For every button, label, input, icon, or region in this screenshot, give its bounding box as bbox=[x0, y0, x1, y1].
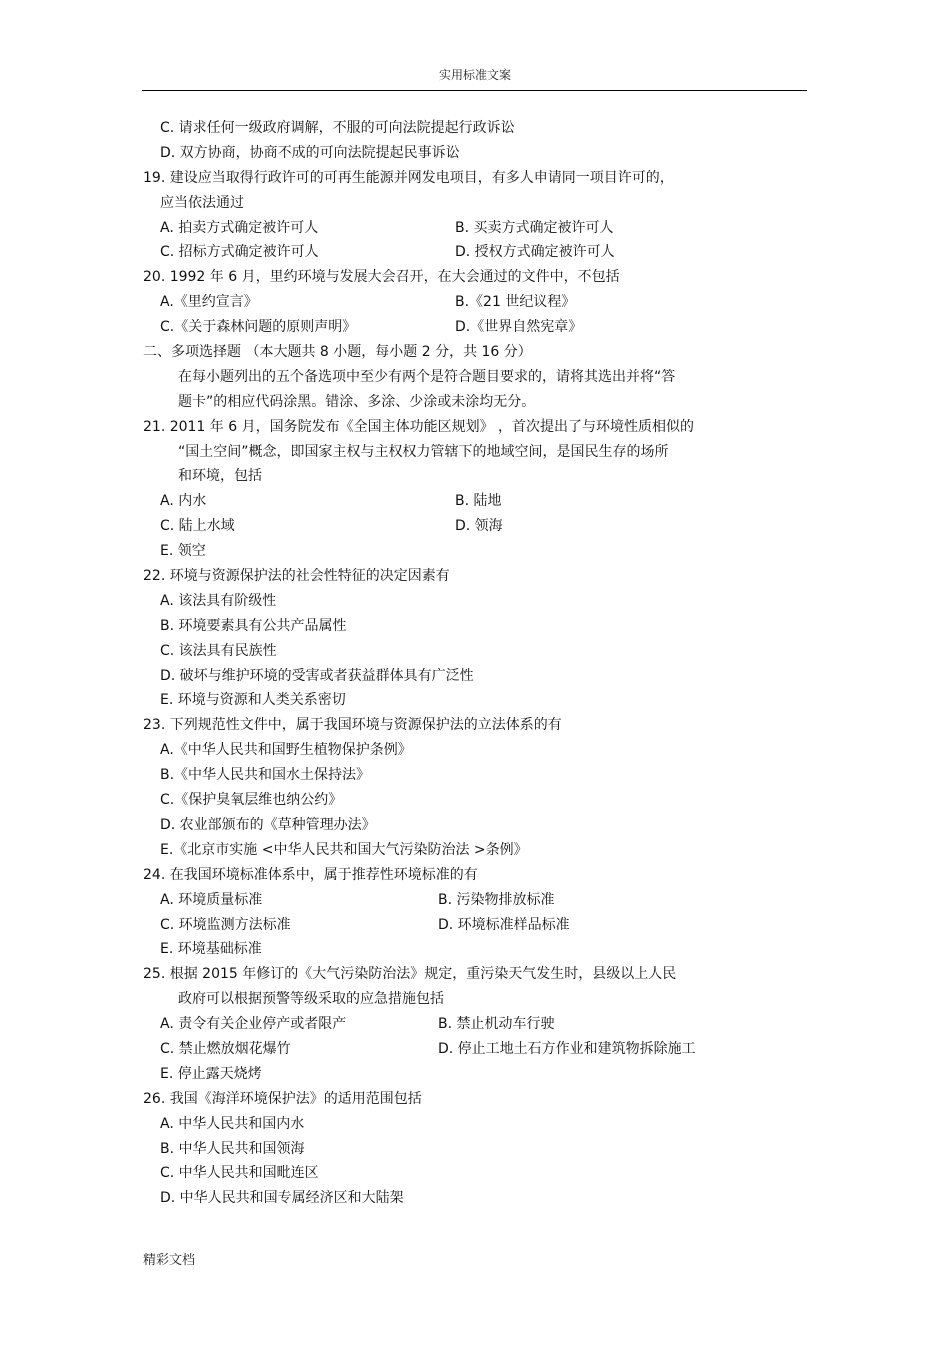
answer-option: A.《里约宣言》 bbox=[160, 294, 258, 311]
document-body bbox=[0, 116, 950, 1211]
answer-option: B. 中华人民共和国领海 bbox=[160, 1140, 305, 1157]
text-line bbox=[0, 1112, 950, 1137]
answer-option: E.《北京市实施 <中华人民共和国大气污染防治法 >条例》 bbox=[160, 841, 528, 858]
answer-option: C. 该法具有民族性 bbox=[160, 642, 277, 659]
answer-option: E. 环境与资源和人类关系密切 bbox=[160, 692, 346, 709]
text-line bbox=[0, 1087, 950, 1112]
section-heading: 二、多项选择题 （本大题共 8 小题，每小题 2 分，共 16 分） bbox=[143, 344, 532, 361]
text-line bbox=[0, 390, 950, 415]
answer-option: A. 责令有关企业停产或者限产 bbox=[160, 1016, 347, 1033]
text-line bbox=[0, 813, 950, 838]
question-stem: 21. 2011 年 6 月，国务院发布《全国主体功能区规划》 ，首次提出了与环境性质相似的 bbox=[143, 418, 695, 435]
question-continuation: 政府可以根据预警等级采取的应急措施包括 bbox=[178, 991, 444, 1008]
question-continuation: 题卡”的相应代码涂黑。错涂、多涂、少涂或未涂均无分。 bbox=[178, 393, 536, 410]
question-stem: 22. 环境与资源保护法的社会性特征的决定因素有 bbox=[143, 568, 450, 585]
text-line bbox=[0, 913, 950, 938]
answer-option: E. 领空 bbox=[160, 543, 206, 560]
answer-option: C. 禁止燃放烟花爆竹 bbox=[160, 1040, 291, 1057]
text-line bbox=[0, 838, 950, 863]
header-rule bbox=[142, 90, 807, 91]
text-line bbox=[0, 290, 950, 315]
text-line bbox=[0, 564, 950, 589]
answer-option: B.《中华人民共和国水土保持法》 bbox=[160, 767, 371, 784]
answer-option: D. 领海 bbox=[455, 518, 503, 535]
answer-option: D. 授权方式确定被许可人 bbox=[455, 244, 615, 261]
text-line bbox=[0, 141, 950, 166]
text-line bbox=[0, 539, 950, 564]
text-line bbox=[0, 1012, 950, 1037]
answer-option: B. 陆地 bbox=[455, 493, 502, 510]
text-line bbox=[0, 191, 950, 216]
question-stem: 19. 建设应当取得行政许可的可再生能源并网发电项目，有多人申请同一项目许可的， bbox=[143, 169, 674, 186]
answer-option: C. 招标方式确定被许可人 bbox=[160, 244, 319, 261]
text-line bbox=[0, 1186, 950, 1211]
question-stem: 25. 根据 2015 年修订的《大气污染防治法》规定，重污染天气发生时，县级以上人民 bbox=[143, 966, 677, 983]
answer-option: A. 环境质量标准 bbox=[160, 891, 263, 908]
answer-option: C. 中华人民共和国毗连区 bbox=[160, 1165, 319, 1182]
text-line bbox=[0, 240, 950, 265]
answer-option: C.《保护臭氧层维也纳公约》 bbox=[160, 792, 343, 809]
text-line bbox=[0, 788, 950, 813]
answer-option: A.《中华人民共和国野生植物保护条例》 bbox=[160, 742, 412, 759]
text-line bbox=[0, 639, 950, 664]
answer-option: C. 请求任何一级政府调解，不服的可向法院提起行政诉讼 bbox=[160, 120, 515, 136]
text-line bbox=[0, 962, 950, 987]
answer-option: D. 农业部颁布的《草种管理办法》 bbox=[160, 816, 376, 833]
text-line bbox=[0, 1062, 950, 1087]
text-line bbox=[0, 1137, 950, 1162]
question-stem: 24. 在我国环境标准体系中，属于推荐性环境标准的有 bbox=[143, 866, 478, 883]
text-line bbox=[0, 1161, 950, 1186]
answer-option: C. 环境监测方法标准 bbox=[160, 916, 291, 933]
text-line bbox=[0, 415, 950, 440]
text-line bbox=[0, 340, 950, 365]
text-line bbox=[0, 738, 950, 763]
answer-option: A. 内水 bbox=[160, 493, 207, 510]
text-line bbox=[0, 688, 950, 713]
text-line bbox=[0, 315, 950, 340]
text-line bbox=[0, 937, 950, 962]
answer-option: E. 环境基础标准 bbox=[160, 941, 262, 958]
answer-option: B. 污染物排放标准 bbox=[438, 891, 555, 908]
answer-option: A. 中华人民共和国内水 bbox=[160, 1115, 305, 1132]
question-continuation: 在每小题列出的五个备选项中至少有两个是符合题目要求的，请将其选出并将“答 bbox=[178, 368, 676, 385]
text-line bbox=[0, 464, 950, 489]
text-line bbox=[0, 614, 950, 639]
answer-option: D. 破坏与维护环境的受害或者获益群体具有广泛性 bbox=[160, 667, 474, 684]
answer-option: B. 买卖方式确定被许可人 bbox=[455, 219, 614, 236]
answer-option: A. 拍卖方式确定被许可人 bbox=[160, 219, 319, 236]
question-continuation: “国土空间”概念，即国家主权与主权权力管辖下的地域空间，是国民生存的场所 bbox=[178, 443, 669, 460]
answer-option: D. 环境标准样品标准 bbox=[438, 916, 570, 933]
question-stem: 26. 我国《海洋环境保护法》的适用范围包括 bbox=[143, 1090, 422, 1107]
text-line bbox=[0, 1037, 950, 1062]
text-line bbox=[0, 116, 950, 141]
text-line bbox=[0, 863, 950, 888]
text-line bbox=[0, 987, 950, 1012]
answer-option: D. 双方协商，协商不成的可向法院提起民事诉讼 bbox=[160, 144, 460, 161]
answer-option: D. 停止工地土石方作业和建筑物拆除施工 bbox=[438, 1040, 696, 1057]
text-line bbox=[0, 514, 950, 539]
text-line bbox=[0, 365, 950, 390]
answer-option: D.《世界自然宪章》 bbox=[455, 319, 583, 336]
text-line bbox=[0, 763, 950, 788]
text-line bbox=[0, 166, 950, 191]
answer-option: B. 环境要素具有公共产品属性 bbox=[160, 617, 347, 634]
text-line bbox=[0, 888, 950, 913]
question-continuation: 和环境，包括 bbox=[178, 468, 262, 485]
text-line bbox=[0, 664, 950, 689]
answer-option: C.《关于森林问题的原则声明》 bbox=[160, 319, 357, 336]
text-line bbox=[0, 265, 950, 290]
text-line bbox=[0, 713, 950, 738]
question-continuation: 应当依法通过 bbox=[160, 194, 244, 211]
question-stem: 23. 下列规范性文件中，属于我国环境与资源保护法的立法体系的有 bbox=[143, 717, 562, 734]
page-footer: 精彩文档 bbox=[143, 1253, 196, 1268]
answer-option: A. 该法具有阶级性 bbox=[160, 592, 277, 609]
answer-option: D. 中华人民共和国专属经济区和大陆架 bbox=[160, 1190, 404, 1207]
text-line bbox=[0, 589, 950, 614]
question-stem: 20. 1992 年 6 月，里约环境与发展大会召开，在大会通过的文件中，不包括 bbox=[143, 269, 620, 286]
answer-option: B. 禁止机动车行驶 bbox=[438, 1016, 555, 1033]
page-header-title: 实用标准文案 bbox=[438, 68, 511, 82]
answer-option: C. 陆上水域 bbox=[160, 518, 235, 535]
answer-option: B.《21 世纪议程》 bbox=[455, 294, 576, 311]
text-line bbox=[0, 489, 950, 514]
text-line bbox=[0, 216, 950, 241]
answer-option: E. 停止露天烧烤 bbox=[160, 1065, 262, 1082]
text-line bbox=[0, 440, 950, 465]
